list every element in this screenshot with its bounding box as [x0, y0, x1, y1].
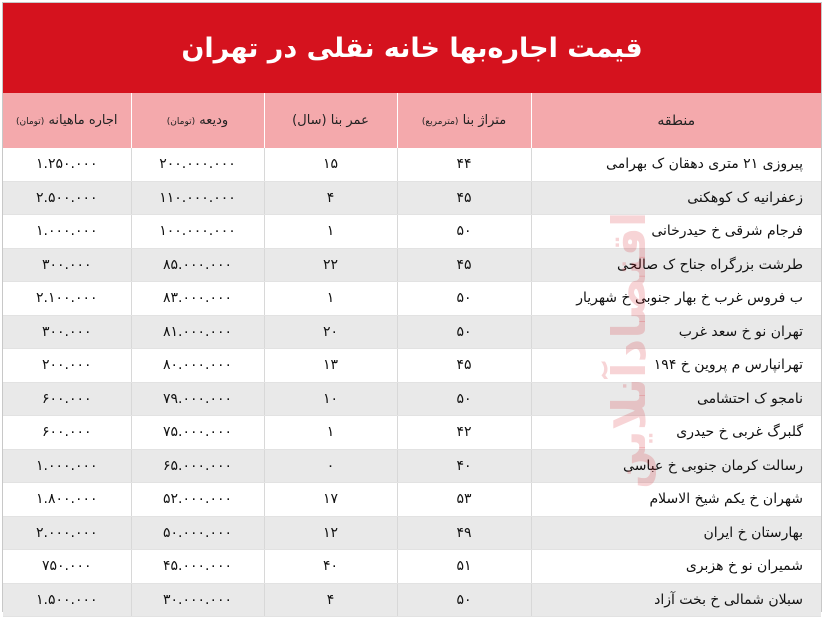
cell-age: ۱ [264, 416, 397, 450]
cell-deposit: ۵۲.۰۰۰.۰۰۰ [131, 483, 264, 517]
cell-rent: ۱.۰۰۰.۰۰۰ [3, 215, 131, 249]
table-row [3, 181, 821, 215]
table-row [3, 349, 821, 383]
cell-age: ۴ [264, 583, 397, 617]
header-region-label: منطقه [657, 112, 696, 129]
header-age [264, 93, 397, 148]
cell-area: ۴۹ [397, 516, 531, 550]
cell-region: ب فروس غرب خ بهار جنوبی خ شهریار [531, 282, 821, 316]
cell-region: سبلان شمالی خ بخت آزاد [531, 583, 821, 617]
table-row [3, 248, 821, 282]
watermark-logo: اقتصادآنلاین [602, 211, 656, 490]
cell-area: ۴۰ [397, 449, 531, 483]
table-row [3, 148, 821, 181]
cell-area: ۴۵ [397, 181, 531, 215]
cell-region: فرجام شرقی خ حیدرخانی [531, 215, 821, 249]
cell-deposit: ۵۰.۰۰۰.۰۰۰ [131, 516, 264, 550]
cell-region: تهران نو خ سعد غرب [531, 315, 821, 349]
cell-rent: ۱.۰۰۰.۰۰۰ [3, 449, 131, 483]
cell-deposit: ۲۰۰.۰۰۰.۰۰۰ [131, 148, 264, 181]
header-area-unit: (مترمربع) [421, 117, 459, 127]
cell-rent: ۳۰۰.۰۰۰ [3, 248, 131, 282]
header-rent-unit: (تومان) [15, 117, 45, 127]
table-header-row [3, 93, 821, 148]
header-rent-label: اجاره ماهیانه [48, 113, 118, 128]
cell-region: رسالت کرمان جنوبی خ عباسی [531, 449, 821, 483]
cell-area: ۵۰ [397, 382, 531, 416]
cell-rent: ۳۰۰.۰۰۰ [3, 315, 131, 349]
cell-rent: ۱.۸۰۰.۰۰۰ [3, 483, 131, 517]
page-title: قیمت اجاره‌بها خانه نقلی در تهران [181, 32, 643, 64]
rent-price-table [3, 93, 821, 617]
table-row [3, 583, 821, 617]
cell-age: ۱ [264, 215, 397, 249]
cell-rent: ۲۰۰.۰۰۰ [3, 349, 131, 383]
table-row [3, 483, 821, 517]
table-row [3, 416, 821, 450]
header-deposit [131, 93, 264, 148]
cell-deposit: ۱۰۰.۰۰۰.۰۰۰ [131, 215, 264, 249]
cell-area: ۵۰ [397, 583, 531, 617]
cell-age: ۴۰ [264, 550, 397, 584]
header-area [397, 93, 531, 148]
cell-area: ۴۴ [397, 148, 531, 181]
cell-region: پیروزی ۲۱ متری دهقان ک بهرامی [531, 148, 821, 181]
cell-deposit: ۸۳.۰۰۰.۰۰۰ [131, 282, 264, 316]
cell-age: ۱ [264, 282, 397, 316]
cell-deposit: ۸۱.۰۰۰.۰۰۰ [131, 315, 264, 349]
cell-rent: ۶۰۰.۰۰۰ [3, 382, 131, 416]
cell-region: تهرانپارس م پروین خ ۱۹۴ [531, 349, 821, 383]
cell-area: ۵۰ [397, 215, 531, 249]
price-table-figure [2, 2, 822, 612]
cell-region: گلبرگ غربی خ حیدری [531, 416, 821, 450]
cell-area: ۴۲ [397, 416, 531, 450]
cell-age: ۱۳ [264, 349, 397, 383]
cell-rent: ۷۵۰.۰۰۰ [3, 550, 131, 584]
cell-deposit: ۸۰.۰۰۰.۰۰۰ [131, 349, 264, 383]
title-banner [3, 3, 821, 93]
cell-deposit: ۴۵.۰۰۰.۰۰۰ [131, 550, 264, 584]
cell-age: ۰ [264, 449, 397, 483]
cell-area: ۵۰ [397, 315, 531, 349]
table-row [3, 382, 821, 416]
header-area-label: متراژ بنا [462, 113, 507, 128]
cell-rent: ۱.۵۰۰.۰۰۰ [3, 583, 131, 617]
cell-region: بهارستان خ ایران [531, 516, 821, 550]
cell-age: ۲۰ [264, 315, 397, 349]
cell-rent: ۲.۱۰۰.۰۰۰ [3, 282, 131, 316]
table-body [3, 148, 821, 617]
cell-region: طرشت بزرگراه جناح ک صالحی [531, 248, 821, 282]
header-deposit-label: ودیعه [199, 113, 229, 128]
table-row [3, 449, 821, 483]
cell-region: نامجو ک احتشامی [531, 382, 821, 416]
cell-rent: ۲.۰۰۰.۰۰۰ [3, 516, 131, 550]
cell-age: ۱۷ [264, 483, 397, 517]
cell-region: شهران خ یکم شیخ الاسلام [531, 483, 821, 517]
cell-deposit: ۱۱۰.۰۰۰.۰۰۰ [131, 181, 264, 215]
cell-rent: ۲.۵۰۰.۰۰۰ [3, 181, 131, 215]
cell-age: ۱۰ [264, 382, 397, 416]
cell-area: ۵۰ [397, 282, 531, 316]
header-rent [3, 93, 131, 148]
cell-age: ۱۲ [264, 516, 397, 550]
cell-age: ۴ [264, 181, 397, 215]
cell-rent: ۱.۲۵۰.۰۰۰ [3, 148, 131, 181]
cell-area: ۵۱ [397, 550, 531, 584]
header-deposit-unit: (تومان) [166, 117, 196, 127]
cell-region: شمیران نو خ هزبری [531, 550, 821, 584]
cell-deposit: ۳۰.۰۰۰.۰۰۰ [131, 583, 264, 617]
cell-rent: ۶۰۰.۰۰۰ [3, 416, 131, 450]
table-row [3, 215, 821, 249]
cell-area: ۵۳ [397, 483, 531, 517]
cell-area: ۴۵ [397, 349, 531, 383]
table-row [3, 516, 821, 550]
cell-age: ۲۲ [264, 248, 397, 282]
cell-deposit: ۷۹.۰۰۰.۰۰۰ [131, 382, 264, 416]
cell-region: زعفرانیه ک کوهکنی [531, 181, 821, 215]
cell-deposit: ۷۵.۰۰۰.۰۰۰ [131, 416, 264, 450]
cell-age: ۱۵ [264, 148, 397, 181]
cell-deposit: ۸۵.۰۰۰.۰۰۰ [131, 248, 264, 282]
table-row [3, 282, 821, 316]
header-region [531, 93, 821, 148]
header-age-label: عمر بنا (سال) [292, 113, 369, 128]
table-row [3, 550, 821, 584]
cell-deposit: ۶۵.۰۰۰.۰۰۰ [131, 449, 264, 483]
cell-area: ۴۵ [397, 248, 531, 282]
table-row [3, 315, 821, 349]
